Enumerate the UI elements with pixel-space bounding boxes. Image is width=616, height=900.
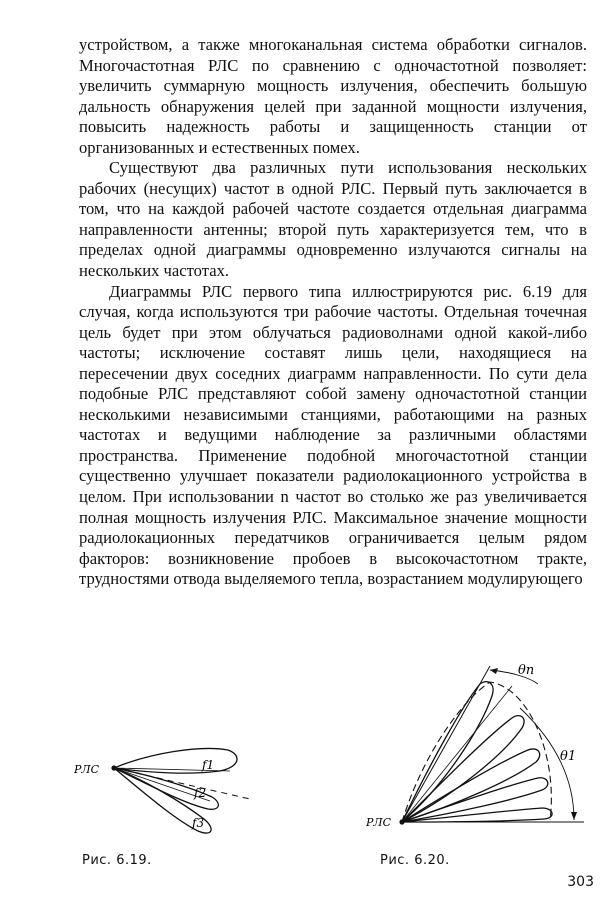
figure-6-20 [362,648,592,838]
paragraph-2: Существуют два различных пути использования нескольких рабочих (несущих) частот в одной РЛС. Первый путь заключается в том, что на каждой рабочей частоте создается отдельная диаграмма направленности антенны; второй путь характеризуется тем, что в пределах одной диаграммы одновременно излучаются сигналы на нескольких частотах. [79,158,587,281]
radar-label-620: РЛС [366,816,391,829]
figure-6-19 [70,735,270,850]
page-number: 303 [567,874,594,890]
caption-6-19: Рис. 6.19. [82,853,152,868]
fan-lobe-2 [402,716,524,822]
paragraph-1: устройством, а также многоканальная система обработки сигналов. Многочастотная РЛС по сравнению с одночастотной позволяет: увеличить суммарную мощность излучения, обеспечить большую дальность обнаружения целей при заданной мощности излучения, повысить надежность работы и защищенность станции от организованных и естественных помех. [79,35,587,157]
lobe-label-f3: f3 [192,816,205,830]
paragraph-3: Диаграммы РЛС первого типа иллюстрируются рис. 6.19 для случая, когда используются три рабочие частоты. Отдельная точечная цель будет при этом облучаться радиоволнами одной какой-либо частоты; исключение составят лишь цели, находящиеся на пересечении двух соседних диаграмм направленности. По сути дела подобные РЛС представляют собой замену одночастотной станции несколькими независимыми станциями, работающими на разных частотах и ведущими наблюдение за различными областями пространства. Применение подобной многочастотной станции существенно улучшает показатели радиолокационного устройства в целом. При использовании n частот во столько же раз увеличивается полная мощность излучения РЛС. Максимальное значение мощности радиолокационных передатчиков ограничивается целым рядом факторов: возникновение пробоев в высокочастотном тракте, трудностями отвода выделяемого тепла, возрастанием модулирующего [79,281,587,589]
body-text [79,35,587,590]
angle-label-theta-n: θn [518,663,535,678]
fan-lobe-1 [402,682,493,822]
lobe-label-f1: f1 [202,758,215,772]
angle-label-theta-1: θ1 [560,749,577,764]
caption-6-20: Рис. 6.20. [380,853,450,868]
lobe-label-f2: f2 [194,786,207,800]
radar-label-619: РЛС [74,763,99,776]
